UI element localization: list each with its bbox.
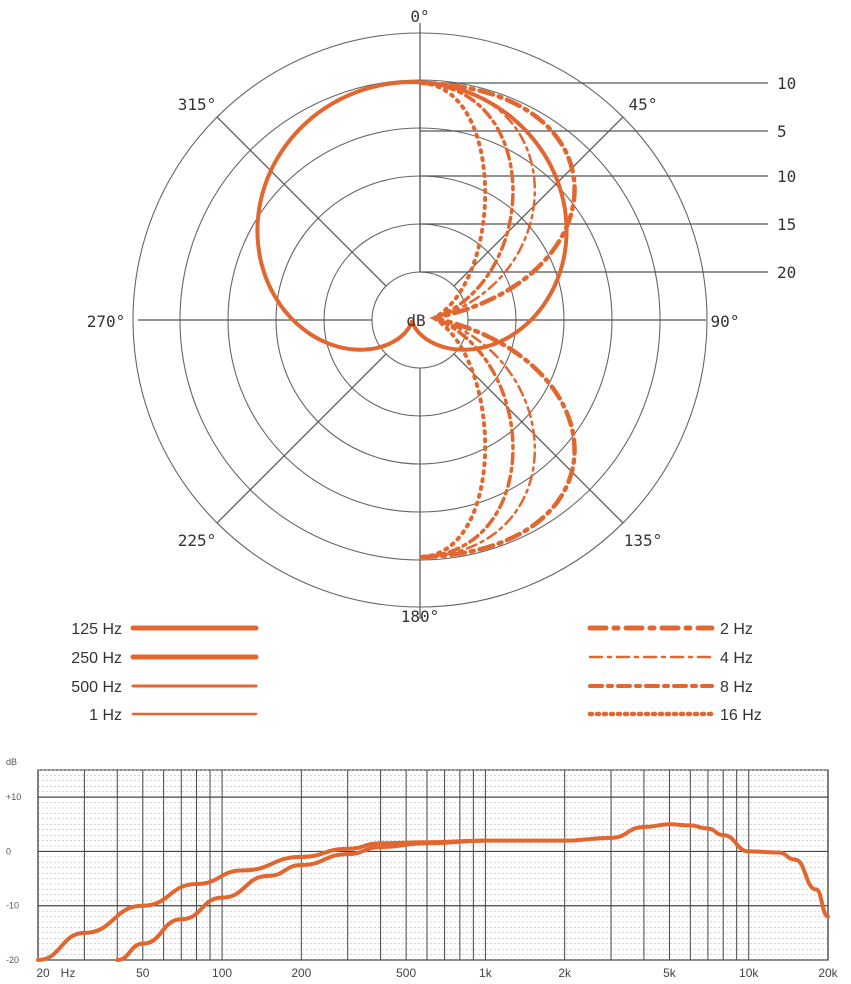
plot-area bbox=[38, 770, 828, 960]
legend-label: 125 Hz bbox=[71, 621, 122, 638]
angle-label: 180° bbox=[400, 607, 440, 626]
x-tick-label: 5k bbox=[663, 966, 676, 980]
level-label: 10 bbox=[777, 74, 797, 93]
x-tick-label: 2k bbox=[558, 966, 572, 980]
y-tick-label: -20 bbox=[6, 955, 20, 965]
x-tick-label: 20k bbox=[818, 966, 838, 980]
x-tick-label: 500 bbox=[396, 966, 417, 980]
y-axis-label: dB bbox=[6, 757, 18, 767]
legend-label: 8 Hz bbox=[720, 679, 753, 696]
level-label: 5 bbox=[777, 122, 787, 141]
x-tick-label: 10k bbox=[739, 966, 759, 980]
frequency-response-chart bbox=[0, 755, 851, 984]
y-tick-label: 0 bbox=[6, 846, 12, 857]
legend-label: 250 Hz bbox=[71, 650, 122, 667]
x-tick-label: 1k bbox=[479, 966, 492, 980]
legend-label: 500 Hz bbox=[71, 679, 122, 696]
level-label: 15 bbox=[777, 215, 797, 234]
legend-label: 4 Hz bbox=[720, 650, 753, 667]
x-tick-label: 50 bbox=[136, 966, 150, 980]
x-tick-label: 200 bbox=[291, 966, 312, 980]
center-label: dB bbox=[406, 311, 426, 330]
angle-label: 0° bbox=[410, 7, 430, 26]
legend-label: 16 Hz bbox=[720, 707, 762, 724]
spoke-315 bbox=[217, 117, 386, 286]
angle-label: 225° bbox=[177, 531, 217, 550]
x-tick-label: 20 bbox=[36, 966, 50, 980]
y-tick-label: +10 bbox=[6, 792, 22, 803]
level-label: 10 bbox=[777, 167, 797, 186]
angle-label: 270° bbox=[86, 312, 126, 331]
x-tick-label: 100 bbox=[212, 966, 233, 980]
legend-label: 1 Hz bbox=[89, 707, 122, 724]
angle-label: 135° bbox=[623, 531, 663, 550]
x-tick-label: Hz bbox=[60, 966, 76, 980]
angle-label: 45° bbox=[628, 95, 658, 114]
level-label: 20 bbox=[777, 263, 797, 282]
spoke-225 bbox=[217, 354, 386, 523]
legend-label: 2 Hz bbox=[720, 621, 753, 638]
y-tick-label: -10 bbox=[6, 900, 20, 911]
angle-label: 315° bbox=[177, 95, 217, 114]
angle-label: 90° bbox=[710, 312, 740, 331]
